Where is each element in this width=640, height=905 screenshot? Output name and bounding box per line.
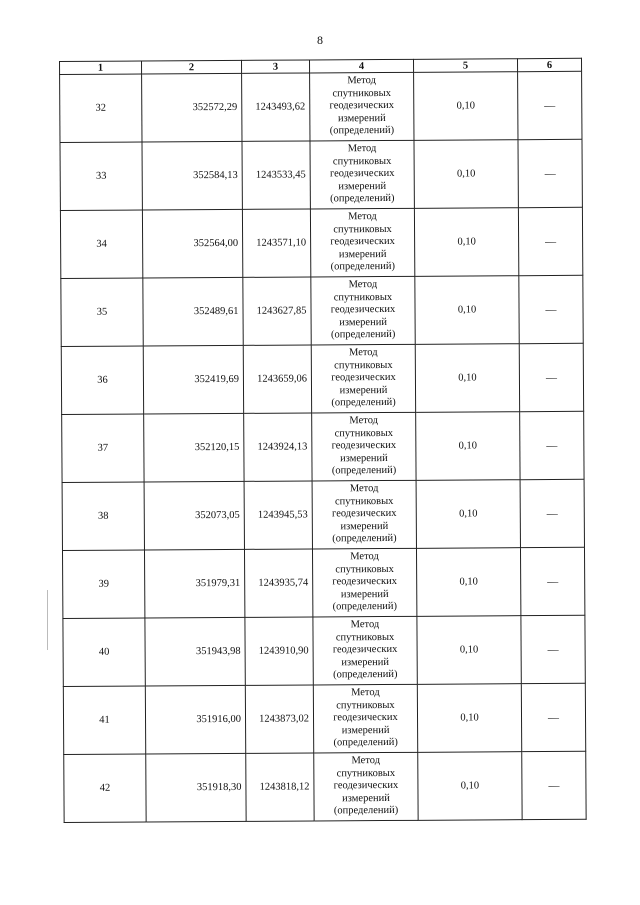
method-line: спутниковых (335, 563, 394, 575)
header-cell-6: 6 (517, 58, 581, 71)
method-line: спутниковых (335, 631, 395, 643)
accuracy-cell: 0,10 (415, 276, 519, 345)
accuracy-cell: 0,10 (416, 548, 520, 617)
method-line: Метод (348, 211, 377, 223)
y-coordinate-cell: 1243627,85 (243, 277, 311, 345)
accuracy-cell: 0,10 (418, 752, 522, 821)
method-cell (311, 344, 415, 413)
method-cell (310, 140, 414, 209)
method-line: Метод (349, 483, 379, 495)
method-cell (313, 616, 417, 685)
point-number-cell: 40 (63, 618, 145, 686)
method-line: геодезических (329, 100, 395, 112)
method-line: спутниковых (333, 223, 392, 235)
method-line: геодезических (331, 440, 397, 452)
method-line: спутниковых (332, 155, 392, 167)
table-row (60, 71, 582, 142)
method-line: геодезических (330, 236, 395, 248)
method-line: геодезических (331, 508, 397, 520)
method-line: измерений (339, 316, 387, 329)
method-line: спутниковых (332, 87, 391, 99)
method-line: (определений) (330, 261, 396, 273)
method-line: (определений) (331, 465, 397, 477)
point-number-cell: 35 (61, 278, 143, 346)
method-line: геодезических (329, 168, 395, 180)
method-cell (311, 276, 415, 345)
table-row (63, 683, 585, 754)
method-line: спутниковых (334, 427, 394, 439)
note-cell: — (521, 683, 585, 751)
method-line: геодезических (332, 644, 398, 656)
point-number-cell: 42 (64, 754, 146, 822)
method-line: измерений (338, 248, 387, 261)
method-line: Метод (351, 755, 381, 767)
y-coordinate-cell: 1243818,12 (246, 753, 314, 821)
method-cell (310, 72, 414, 141)
note-cell: — (518, 139, 582, 207)
accuracy-cell: 0,10 (414, 72, 518, 141)
table-row (60, 139, 582, 210)
table-row (61, 343, 583, 414)
method-line: (определений) (330, 193, 395, 205)
method-line: измерений (340, 588, 389, 601)
method-line: спутниковых (334, 495, 394, 507)
method-line: Метод (349, 415, 379, 427)
x-coordinate-cell: 351943,98 (145, 617, 245, 686)
accuracy-cell: 0,10 (414, 208, 518, 277)
header-cell-1: 1 (60, 61, 142, 75)
accuracy-cell: 0,10 (416, 412, 520, 481)
method-cell (312, 480, 416, 549)
method-line: Метод (347, 143, 377, 155)
method-cell (312, 548, 416, 617)
y-coordinate-cell: 1243533,45 (242, 141, 310, 209)
method-line: измерений (340, 452, 388, 465)
method-line: измерений (338, 180, 387, 193)
accuracy-cell: 0,10 (414, 140, 518, 209)
method-cell (314, 752, 418, 821)
note-cell: — (520, 479, 584, 547)
method-line: геодезических (330, 304, 396, 316)
x-coordinate-cell: 351979,31 (144, 549, 244, 618)
x-coordinate-cell: 352584,13 (142, 141, 242, 210)
y-coordinate-cell: 1243924,13 (244, 413, 312, 481)
y-coordinate-cell: 1243945,53 (244, 481, 312, 549)
method-line: Метод (347, 75, 376, 87)
point-number-cell: 34 (60, 210, 142, 278)
coordinates-table-wrapper (59, 58, 587, 823)
method-line: Метод (350, 619, 380, 631)
y-coordinate-cell: 1243493,62 (242, 73, 310, 141)
method-line: геодезических (333, 780, 399, 792)
method-line: Метод (350, 551, 379, 563)
x-coordinate-cell: 351918,30 (146, 753, 246, 822)
accuracy-cell: 0,10 (415, 344, 519, 413)
accuracy-cell: 0,10 (417, 684, 521, 753)
table-row (60, 207, 582, 278)
scan-margin-mark (47, 590, 48, 650)
table-row (62, 479, 584, 550)
coordinates-table (59, 58, 587, 823)
note-cell: — (520, 547, 584, 615)
method-cell (313, 684, 417, 753)
y-coordinate-cell: 1243910,90 (245, 617, 313, 685)
method-line: спутниковых (336, 767, 396, 779)
method-line: (определений) (333, 669, 398, 681)
point-number-cell: 36 (61, 346, 143, 414)
table-row (62, 411, 584, 482)
method-line: Метод (348, 347, 378, 359)
note-cell: — (518, 71, 582, 139)
method-cell (312, 412, 416, 481)
note-cell: — (519, 275, 583, 343)
x-coordinate-cell: 352419,69 (143, 345, 243, 414)
point-number-cell: 39 (62, 550, 144, 618)
table-row (64, 751, 586, 822)
method-line: (определений) (333, 737, 398, 749)
method-line: спутниковых (333, 291, 393, 303)
header-cell-3: 3 (241, 60, 309, 73)
note-cell: — (521, 615, 585, 683)
method-line: геодезических (331, 372, 396, 384)
note-cell: — (522, 751, 586, 819)
table-row (62, 547, 584, 618)
note-cell: — (518, 207, 582, 275)
method-line: (определений) (330, 329, 396, 341)
method-line: (определений) (333, 805, 399, 817)
method-line: измерений (342, 792, 390, 805)
header-cell-4: 4 (309, 59, 413, 73)
method-line: геодезических (332, 576, 397, 588)
point-number-cell: 33 (60, 142, 142, 210)
method-line: Метод (348, 279, 378, 291)
x-coordinate-cell: 352564,00 (142, 209, 242, 278)
accuracy-cell: 0,10 (416, 480, 520, 549)
point-number-cell: 37 (62, 414, 144, 482)
y-coordinate-cell: 1243935,74 (244, 549, 312, 617)
method-line: геодезических (333, 712, 398, 724)
method-line: спутниковых (336, 699, 395, 711)
point-number-cell: 41 (63, 686, 145, 754)
method-line: (определений) (329, 125, 395, 137)
x-coordinate-cell: 351916,00 (145, 685, 245, 754)
method-line: Метод (351, 687, 380, 699)
x-coordinate-cell: 352073,05 (144, 481, 244, 550)
x-coordinate-cell: 352572,29 (142, 73, 242, 142)
method-line: спутниковых (334, 359, 393, 371)
y-coordinate-cell: 1243571,10 (242, 209, 310, 277)
method-line: (определений) (331, 397, 396, 409)
table-body (60, 71, 587, 822)
header-cell-5: 5 (413, 59, 517, 73)
method-cell (310, 208, 414, 277)
y-coordinate-cell: 1243873,02 (245, 685, 313, 753)
accuracy-cell: 0,10 (417, 616, 521, 685)
x-coordinate-cell: 352489,61 (143, 277, 243, 346)
method-line: измерений (337, 112, 386, 125)
point-number-cell: 38 (62, 482, 144, 550)
point-number-cell: 32 (60, 74, 142, 142)
method-line: измерений (340, 520, 389, 533)
table-row (63, 615, 585, 686)
header-cell-2: 2 (142, 60, 242, 74)
method-line: (определений) (332, 601, 398, 613)
note-cell: — (520, 411, 584, 479)
x-coordinate-cell: 352120,15 (144, 413, 244, 482)
y-coordinate-cell: 1243659,06 (243, 345, 311, 413)
note-cell: — (519, 343, 583, 411)
method-line: измерений (341, 656, 390, 669)
method-line: (определений) (332, 533, 397, 545)
method-line: измерений (341, 724, 390, 737)
method-line: измерений (339, 384, 388, 397)
table-row (61, 275, 583, 346)
page-number: 8 (317, 33, 323, 47)
